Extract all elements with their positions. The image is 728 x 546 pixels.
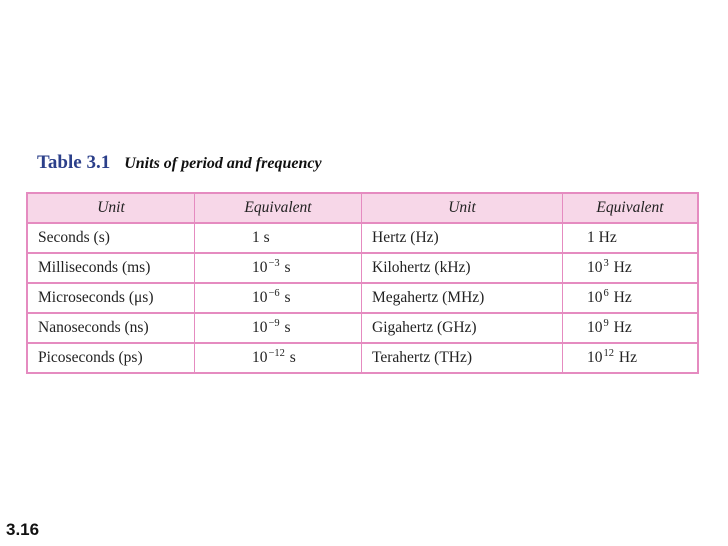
frequency-equivalent-cell: 1 Hz [563, 223, 699, 253]
period-unit-cell: Nanoseconds (ns) [27, 313, 195, 343]
period-equivalent-cell: $10^{-9}$ s [195, 313, 362, 343]
table-row [27, 253, 698, 283]
table-number: Table 3.1 [37, 152, 111, 173]
table-caption [37, 152, 322, 174]
header-unit-frequency: Unit [362, 193, 563, 223]
period-equivalent-cell: 1 s [195, 223, 362, 253]
frequency-equivalent-cell: $10^9$ Hz [563, 313, 699, 343]
slide-number: 3.16 [6, 520, 40, 539]
units-table [26, 192, 699, 374]
header-equivalent-frequency: Equivalent [563, 193, 699, 223]
table-row [27, 343, 698, 373]
frequency-unit-cell: Hertz (Hz) [362, 223, 563, 253]
frequency-unit-cell: Gigahertz (GHz) [362, 313, 563, 343]
period-unit-cell: Picoseconds (ps) [27, 343, 195, 373]
frequency-unit-cell: Kilohertz (kHz) [362, 253, 563, 283]
table-row [27, 313, 698, 343]
frequency-unit-cell: Megahertz (MHz) [362, 283, 563, 313]
table-row [27, 223, 698, 253]
period-equivalent-cell: $10^{-3}$ s [195, 253, 362, 283]
frequency-equivalent-cell: $10^3$ Hz [563, 253, 699, 283]
table-header-row [27, 193, 698, 223]
table-title: Units of period and frequency [124, 155, 322, 172]
header-unit-period: Unit [27, 193, 195, 223]
frequency-unit-cell: Terahertz (THz) [362, 343, 563, 373]
table-row [27, 283, 698, 313]
frequency-equivalent-cell: $10^6$ Hz [563, 283, 699, 313]
period-equivalent-cell: $10^{-12}$ s [195, 343, 362, 373]
period-unit-cell: Milliseconds (ms) [27, 253, 195, 283]
header-equivalent-period: Equivalent [195, 193, 362, 223]
period-equivalent-cell: $10^{-6}$ s [195, 283, 362, 313]
period-unit-cell: Microseconds (μs) [27, 283, 195, 313]
frequency-equivalent-cell: $10^{12}$ Hz [563, 343, 699, 373]
period-unit-cell: Seconds (s) [27, 223, 195, 253]
